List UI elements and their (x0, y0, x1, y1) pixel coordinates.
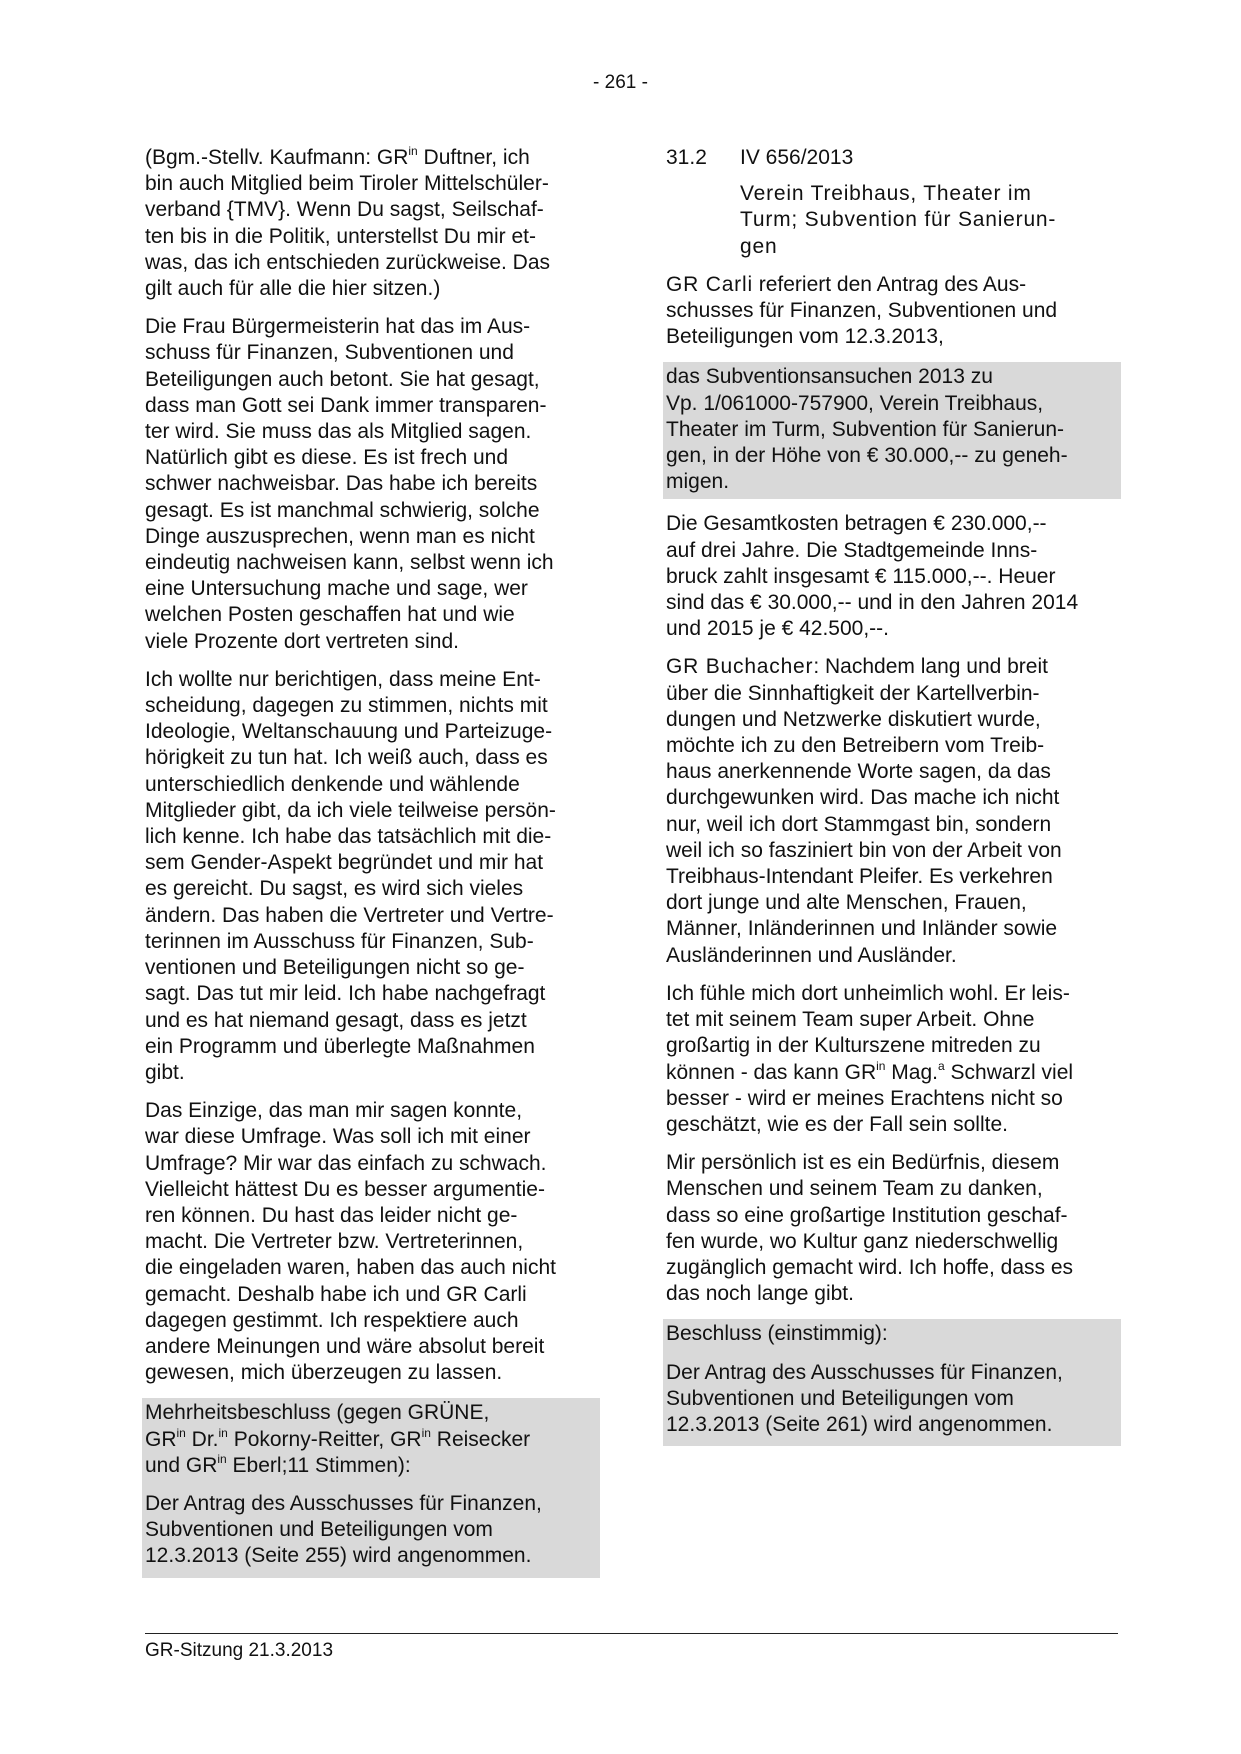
paragraph-berichtigen: Ich wollte nur berichtigen, dass meine Ent- scheidung, dagegen zu stimmen, nichts mit Ideologie, Weltanschauung und Parteizuge- hörigkeit zu tun hat. Ich weiß auch, dass es unterschiedlich denkende und wählende Mitglieder gibt, da ich viele teilweise persön- lich kenne. Ich habe das tatsächlich mit die- sem Gender-Aspekt begründet und mir hat es gereicht. Du sagst, es wird sich vieles ändern. Das haben die Vertreter und Vertre- terinnen im Ausschuss für Finanzen, Sub- ventionen und Beteiligungen nicht so ge- sagt. Das tut mir leid. Ich habe nachgefragt und es hat niemand gesagt, dass es jetzt ein Programm und überlegte Maßnahmen gibt. (145, 667, 556, 1084)
motion-text: das Subventionsansuchen 2013 zu Vp. 1/061000-757900, Verein Treibhaus, Theater im Turm, Subvention für Sanierun- gen, in der Höhe von € 30.000,-- zu geneh- migen. (666, 365, 1068, 494)
decision-dr: Dr. (185, 1427, 219, 1451)
superscript-in: in (876, 1058, 886, 1073)
decision-und-gr: und GR (145, 1453, 218, 1477)
intro-paragraph (666, 272, 1118, 351)
left-decision-block (142, 1398, 600, 1577)
left-column (145, 145, 597, 1578)
decision-line-1: Mehrheitsbeschluss (gegen GRÜNE, (145, 1401, 490, 1425)
decision-pokorny: Pokorny-Reitter, GR (227, 1427, 422, 1451)
paragraph-wohl (666, 981, 1118, 1138)
wohl-text-a: Ich fühle mich dort unheimlich wohl. Er leis- tet mit seinem Team super Arbeit. Ohne großartig in der Kulturszene mitreden zu können - das kann GR (666, 981, 1070, 1084)
costs-paragraph: Die Gesamtkosten betragen € 230.000,-- auf drei Jahre. Die Stadtgemeinde Inns- bruck zahlt insgesamt € 115.000,--. Heuer sind das € 30.000,-- und in den Jahren 2014 und 2015 je € 42.500,--. (666, 512, 1079, 641)
interjection-text-a: (Bgm.-Stellv. Kaufmann: GR (145, 146, 409, 169)
left-resolution: Der Antrag des Ausschusses für Finanzen, Subventionen und Beteiligungen vom 12.3.2013 (Seite 255) wird angenommen. (145, 1491, 542, 1568)
right-resolution: Der Antrag des Ausschusses für Finanzen, Subventionen und Beteiligungen vom 12.3.2013 (Seite 261) wird angenommen. (666, 1360, 1063, 1436)
decision-reisecker: Reisecker (430, 1427, 531, 1451)
superscript-in: in (217, 1451, 227, 1466)
speaker-carli: GR Carli (666, 272, 753, 296)
footer-divider (145, 1633, 1118, 1634)
buchacher-paragraph (666, 654, 1118, 968)
speaker-buchacher: GR Buchacher (666, 655, 814, 679)
item-reference: IV 656/2013 (740, 146, 854, 169)
unanimous-decision: Beschluss (einstimmig): (666, 1322, 888, 1346)
wohl-text-c: Schwarzl viel besser - wird er meines Erachtens nicht so geschätzt, wie es der Fall sein sollte. (666, 1060, 1074, 1136)
interjection-paragraph (145, 145, 597, 302)
superscript-in: in (421, 1425, 431, 1440)
superscript-in: in (218, 1425, 228, 1440)
interjection-text-b: Duftner, ich bin auch Mitglied beim Tiroler Mittelschüler- verband {TMV}. Wenn Du sagst, Seilschaf- ten bis in die Politik, unterstellst Du mir et- was, das ich entschieden zurückweise. Das gilt auch für alle die hier sitzen.) (145, 146, 551, 301)
right-decision-block (663, 1319, 1121, 1446)
footer-session: GR-Sitzung 21.3.2013 (145, 1640, 334, 1661)
majority-decision (145, 1400, 597, 1479)
paragraph-umfrage: Das Einzige, das man mir sagen konnte, war diese Umfrage. Was soll ich mit einer Umfrage? Mir war das einfach zu schwach. Vielleicht hättest Du es besser argumentie- ren können. Du hast das leider nicht ge- macht. Die Vertreter bzw. Vertreterinnen, die eingeladen waren, haben das auch nicht gemacht. Deshalb habe ich und GR Carli dagegen gestimmt. Ich respektiere auch andere Meinungen und wäre absolut bereit gewesen, mich überzeugen zu lassen. (145, 1099, 556, 1385)
intro-text: referiert den Antrag des Aus- schusses für Finanzen, Subventionen und Beteiligungen vom 12.3.2013, (666, 272, 1058, 349)
superscript-in: in (408, 144, 418, 158)
buchacher-text: : Nachdem lang und breit über die Sinnhaftigkeit der Kartellverbin- dungen und Netzwerke diskutiert wurde, möchte ich zu den Betreibern vom Treib- haus anerkennende Worte sagen, da das durchgewunken wird. Das mache ich nicht nur, weil ich dort Stammgast bin, sondern weil ich so fasziniert bin von der Arbeit von Treibhaus-Intendant Pleifer. Es verkehren dort junge und alte Menschen, Frauen, Männer, Inländerinnen und Inländer sowie Ausländerinnen und Ausländer. (666, 655, 1062, 967)
agenda-item-heading (666, 145, 1118, 171)
right-column (666, 145, 1118, 1446)
paragraph-dank: Mir persönlich ist es ein Bedürfnis, diesem Menschen und seinem Team zu danken, dass so eine großartige Institution geschaf- fen wurde, wo Kultur ganz niederschwellig zugänglich gemacht wird. Ich hoffe, dass es das noch lange gibt. (666, 1151, 1074, 1306)
superscript-in: in (176, 1425, 186, 1440)
page-number: - 261 - (593, 72, 648, 93)
superscript-a: a (938, 1058, 945, 1073)
decision-gr: GR (145, 1427, 177, 1451)
motion-block (663, 362, 1121, 499)
agenda-item-subject: Verein Treibhaus, Theater im Turm; Subvention für Sanierun- gen (740, 182, 1057, 258)
wohl-text-b: Mag. (885, 1060, 938, 1084)
decision-eberl: Eberl;11 Stimmen): (226, 1453, 411, 1477)
item-number: 31.2 (666, 146, 707, 169)
paragraph-buergermeisterin: Die Frau Bürgermeisterin hat das im Aus- schuss für Finanzen, Subventionen und Beteiligungen auch betont. Sie hat gesagt, dass man Gott sei Dank immer transparen- ter wird. Sie muss das als Mitglied sagen. Natürlich gibt es diese. Es ist frech und schwer nachweisbar. Das habe ich bereits gesagt. Es ist manchmal schwierig, solche Dinge auszusprechen, wenn man es nicht eindeutig nachweisen kann, selbst wenn ich eine Untersuchung mache und sage, wer welchen Posten geschaffen hat und wie viele Prozente dort vertreten sind. (145, 315, 554, 653)
